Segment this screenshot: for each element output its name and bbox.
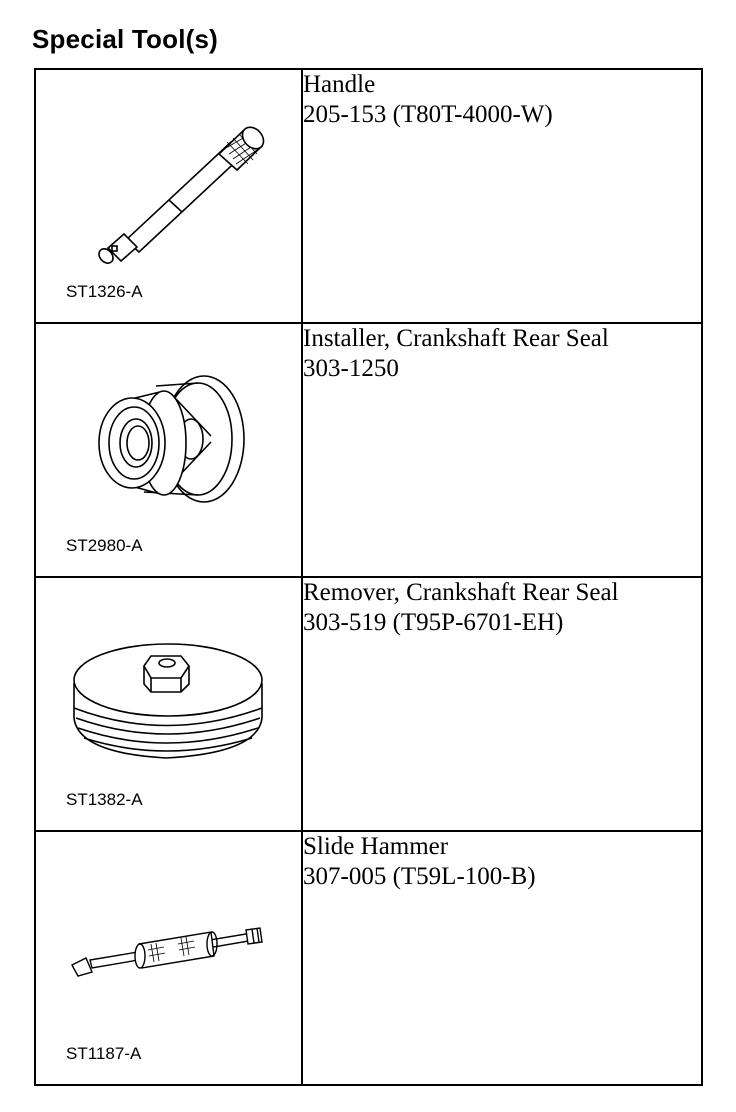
table-row	[35, 577, 702, 831]
table-row	[35, 323, 702, 577]
tool-number: 205-153 (T80T-4000-W)	[303, 101, 553, 128]
tool-description-cell	[302, 577, 702, 831]
tool-number: 307-005 (T59L-100-B)	[303, 863, 536, 890]
tool-image-cell	[35, 323, 302, 577]
tool-code: ST1187-A	[66, 1044, 142, 1063]
tool-number: 303-519 (T95P-6701-EH)	[303, 609, 564, 636]
tool-code: ST2980-A	[66, 536, 143, 555]
tool-image-cell	[35, 577, 302, 831]
table-row	[35, 831, 702, 1085]
special-tools-table	[34, 68, 703, 1086]
tool-code: ST1382-A	[66, 790, 143, 809]
tool-name: Remover, Crankshaft Rear Seal	[303, 579, 619, 606]
tool-name: Slide Hammer	[303, 833, 449, 860]
tool-number: 303-1250	[303, 355, 399, 382]
tool-description-cell	[302, 323, 702, 577]
page-title: Special Tool(s)	[32, 24, 218, 54]
tool-description-cell	[302, 69, 702, 323]
tool-image-cell	[35, 69, 302, 323]
tool-name: Installer, Crankshaft Rear Seal	[303, 325, 609, 352]
tool-code: ST1326-A	[66, 282, 143, 301]
tool-description-cell	[302, 831, 702, 1085]
tool-name: Handle	[303, 71, 376, 98]
tool-image-cell	[35, 831, 302, 1085]
table-row	[35, 69, 702, 323]
